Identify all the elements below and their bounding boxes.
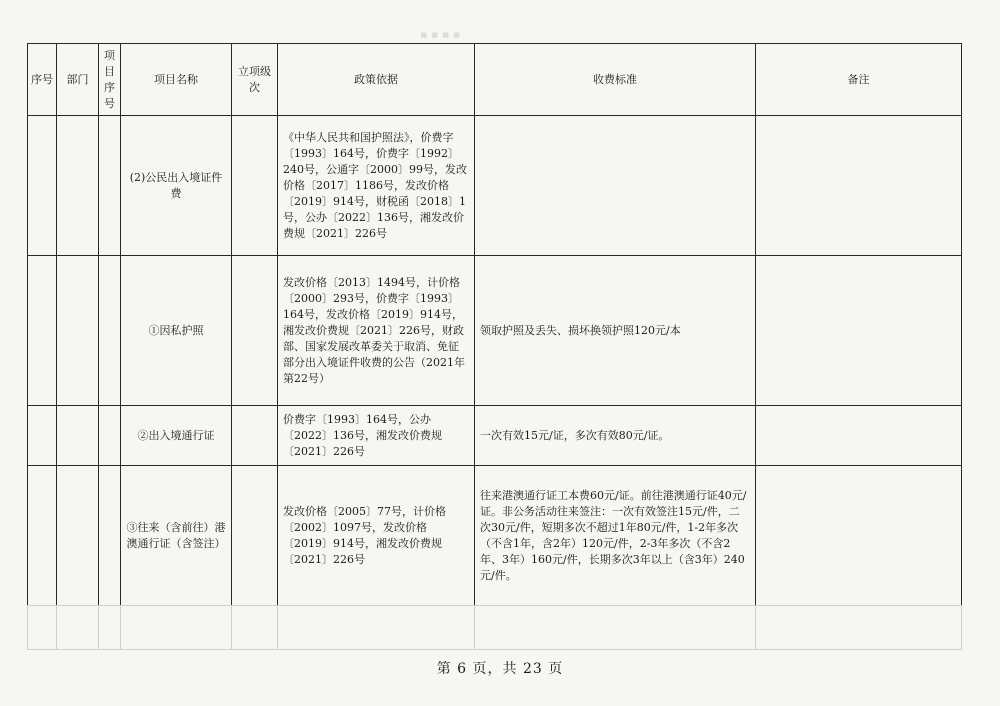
policy-basis: 发改价格〔2005〕77号，计价格〔2002〕1097号，发改价格〔2019〕914号，湘发改价费规〔2021〕226号 <box>278 466 475 606</box>
page-number: 第 6 页，共 23 页 <box>436 661 564 677</box>
fee-standard <box>475 116 756 256</box>
fee-standard: 领取护照及丢失、损坏换领护照120元/本 <box>475 256 756 406</box>
item-name: (2)公民出入境证件费 <box>121 116 232 256</box>
header-policy: 政策依据 <box>278 44 475 116</box>
table-header-row <box>28 44 962 116</box>
policy-basis: 《中华人民共和国护照法》，价费字〔1993〕164号，价费字〔1992〕240号，公通字〔2000〕99号，发改价格〔2017〕1186号，发改价格〔2019〕914号，财税函〔2018〕1号，公办〔2022〕136号，湘发改价费规〔2021〕226号 <box>278 116 475 256</box>
fee-standard: 一次有效15元/证，多次有效80元/证。 <box>475 406 756 466</box>
item-name: ③往来（含前往）港澳通行证（含签注） <box>121 466 232 606</box>
note <box>756 466 962 606</box>
table-row <box>28 466 962 606</box>
header-no: 序号 <box>28 44 57 116</box>
policy-basis: 价费字〔1993〕164号，公办〔2022〕136号，湘发改价费规〔2021〕226号 <box>278 406 475 466</box>
header-dept: 部门 <box>57 44 99 116</box>
policy-basis: 发改价格〔2013〕1494号，计价格〔2000〕293号，价费字〔1993〕164号，发改价格〔2019〕914号，湘发改价费规〔2021〕226号，财政部、国家发展改革委关于取消、免征部分出入境证件收费的公告（2021年第22号） <box>278 256 475 406</box>
item-name: ②出入境通行证 <box>121 406 232 466</box>
note <box>756 256 962 406</box>
note <box>756 116 962 256</box>
item-name: ①因私护照 <box>121 256 232 406</box>
table-row <box>28 256 962 406</box>
header-level: 立项级次 <box>232 44 278 116</box>
header-item-name: 项目名称 <box>121 44 232 116</box>
table-row <box>28 116 962 256</box>
header-item-no: 项目序号 <box>99 44 121 116</box>
header-note: 备注 <box>756 44 962 116</box>
note <box>756 406 962 466</box>
fee-table <box>27 43 962 650</box>
bleed-through-row <box>28 606 962 650</box>
bleed-through-text: ▪ ▪ ▪ ▪ <box>420 28 461 41</box>
fee-standard: 往来港澳通行证工本费60元/证。前往港澳通行证40元/证。非公务活动往来签注：一次有效签注15元/件，二次30元/件，短期多次不超过1年80元/件，1-2年多次（不含1年，含2年）120元/件，2-3年多次（不含2年、3年）160元/件，长期多次3年以上（含3年）240元/件。 <box>475 466 756 606</box>
header-fee: 收费标准 <box>475 44 756 116</box>
table-row <box>28 406 962 466</box>
